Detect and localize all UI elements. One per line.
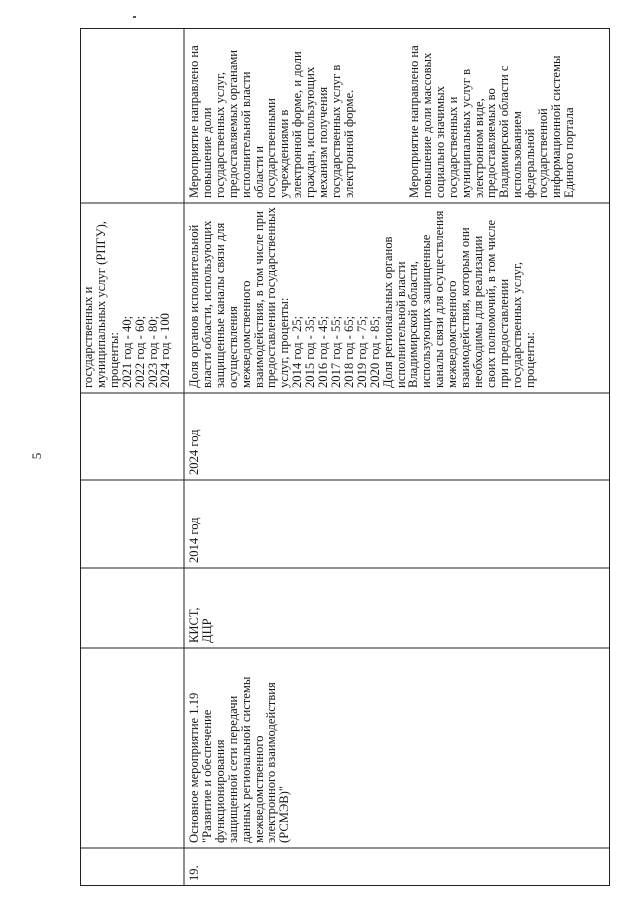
- row-19-start-year: [188, 485, 201, 563]
- text-line: государственными: [264, 98, 279, 198]
- row-19-end-year: [188, 398, 201, 475]
- text-line: необходимы для реализации: [470, 235, 485, 388]
- text-line: муниципальных услуг (РПГУ),: [93, 221, 108, 388]
- text-line: информационной системы: [548, 55, 563, 198]
- text-line: "Развитие и обеспечение: [199, 709, 214, 843]
- prev-row-result: [82, 208, 172, 388]
- text-line: муниципальных услуг в: [458, 68, 473, 198]
- programme-table: [80, 28, 610, 886]
- text-line: механизм получения: [316, 86, 331, 198]
- text-line: (РСМЭВ)": [277, 786, 292, 843]
- text-line: КИСТ,: [187, 607, 201, 643]
- text-line: Мероприятие направлено на: [407, 45, 421, 198]
- text-line: государственных услуг,: [212, 72, 227, 198]
- row-19-end-cell: [186, 395, 610, 478]
- row-19-executor-cell: [186, 570, 610, 646]
- text-line: предоставляемых во: [484, 88, 499, 198]
- text-line: исполнительной власти: [238, 71, 253, 198]
- text-line: власти области, использующих: [199, 220, 214, 388]
- text-line: межведомственного: [238, 280, 253, 388]
- row-19-result: [188, 208, 536, 388]
- text-line: 2024 год - 100: [158, 313, 173, 388]
- text-line: 2021 год - 40;: [119, 315, 134, 388]
- text-line: 2017 год - 55;: [328, 315, 343, 388]
- row-19-number-cell: [186, 850, 610, 884]
- text-line: государственных и: [81, 286, 95, 388]
- text-line: 2023 год - 80;: [145, 315, 160, 388]
- text-line: исполнительной власти: [393, 261, 408, 388]
- text-line: использованием: [510, 111, 525, 198]
- text-line: межведомственного: [445, 280, 460, 388]
- text-line: своих полномочий, в том числе: [483, 219, 498, 388]
- text-line: 2022 год - 60;: [132, 315, 147, 388]
- text-line: Доля органов исполнительной: [187, 224, 201, 388]
- text-line: защищенные каналы связи для: [212, 222, 227, 388]
- text-line: повышение доли массовых: [419, 52, 434, 198]
- row-19-note: [408, 33, 576, 198]
- row-19-name-cell: [186, 650, 610, 846]
- text-line: граждан, использующих: [303, 66, 318, 198]
- row-19-result-cell: [186, 205, 610, 391]
- row-19-start-cell: [186, 482, 610, 566]
- text-line: электронной форме.: [341, 89, 356, 198]
- text-line: Доля региональных органов: [380, 236, 395, 388]
- prev-row-result-cell: [80, 205, 184, 391]
- text-line: предоставлении государственных: [264, 207, 279, 388]
- text-line: 2015 год - 35;: [303, 315, 318, 388]
- row-19-note-cell: [186, 30, 610, 201]
- text-line: взаимодействия, которым они: [458, 227, 473, 388]
- text-line: защищенной сети передачи: [225, 695, 240, 843]
- text-line: государственных услуг в: [328, 64, 343, 198]
- row-19-executor: [188, 573, 214, 643]
- text-line: государственных и: [445, 96, 460, 198]
- page-number: 5: [29, 452, 44, 460]
- text-line: электронного взаимодействия: [264, 682, 279, 843]
- text-line: использующих защищенные: [419, 234, 434, 388]
- text-line: проценты:: [522, 332, 537, 388]
- text-line: функционирования: [212, 739, 227, 843]
- row-19-name: [188, 653, 291, 843]
- text-line: 19.: [187, 865, 201, 881]
- text-line: 2019 год - 75;: [354, 315, 369, 388]
- text-line: межведомственного: [251, 735, 266, 843]
- text-line: 2016 год - 45;: [316, 315, 331, 388]
- text-line: предоставляемых органами: [225, 49, 240, 198]
- text-line: взаимодействия, в том числе при: [251, 211, 266, 388]
- text-line: 2024 год: [187, 429, 201, 475]
- text-line: учреждениями в: [277, 109, 292, 198]
- text-line: государственных услуг,: [509, 262, 524, 388]
- text-line: каналы связи для осуществления: [432, 210, 447, 388]
- text-line: электронном виде,: [471, 98, 486, 198]
- text-line: области и: [251, 146, 266, 198]
- text-line: Владимирской области,: [406, 261, 421, 388]
- text-line: при предоставлении: [496, 278, 511, 388]
- text-line: Владимирской области с: [497, 65, 512, 198]
- text-line: государственной: [536, 108, 551, 198]
- text-line: данных региональной системы: [238, 676, 253, 843]
- text-line: ДЦР: [199, 618, 214, 643]
- text-line: Основное мероприятие 1.19: [187, 692, 201, 843]
- text-line: услуг, проценты:: [277, 297, 292, 388]
- scan-speck: [133, 16, 136, 18]
- text-line: осуществления: [225, 306, 240, 388]
- text-line: 2014 год: [187, 517, 201, 563]
- text-line: Единого портала: [561, 107, 576, 198]
- text-line: 2018 год - 65;: [341, 315, 356, 388]
- text-line: социально значимых: [432, 86, 447, 198]
- text-line: федеральной: [523, 128, 538, 198]
- text-line: 2020 год - 85;: [367, 315, 382, 388]
- text-line: проценты:: [106, 332, 121, 388]
- text-line: Мероприятие направлено на: [187, 45, 201, 198]
- text-line: 2014 год - 25;: [290, 315, 305, 388]
- row-19-number: [188, 853, 201, 881]
- text-line: электронной форме, и доли: [290, 51, 305, 198]
- text-line: повышение доли: [199, 107, 214, 198]
